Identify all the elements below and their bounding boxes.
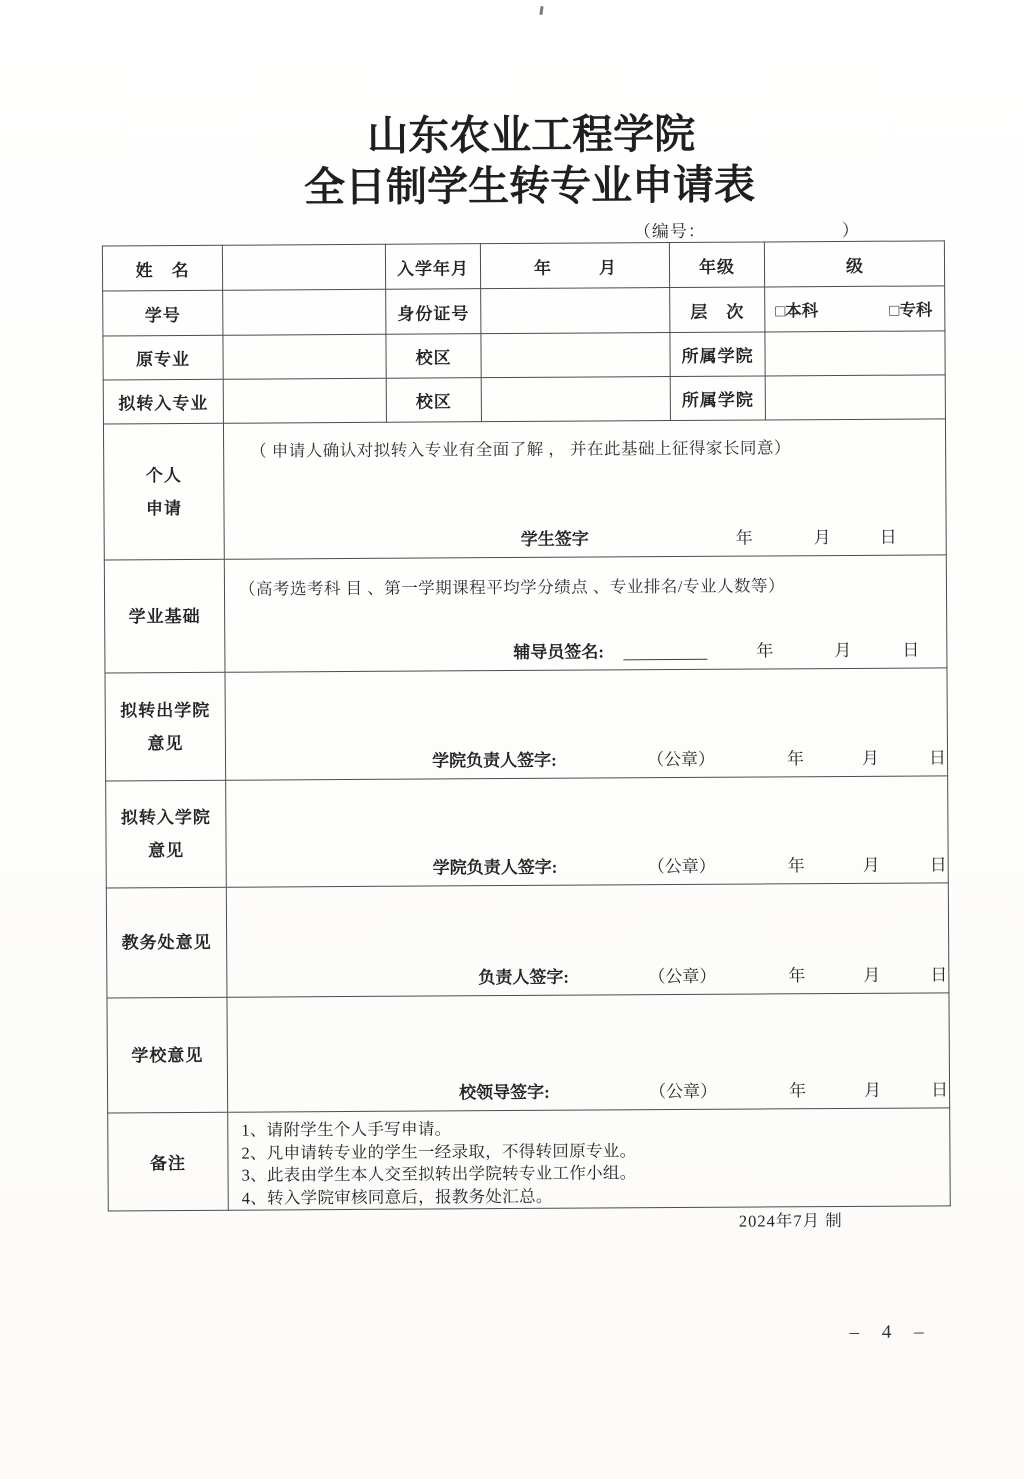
form-revision-date: 2024年7月 制 [738,1210,843,1231]
checkbox-college: □专科 [889,300,933,320]
year-label: 年 [788,966,806,986]
transfer-in-college-label [106,780,227,888]
row-original-major [103,331,945,380]
month-label: 月 [863,965,881,985]
row-school-opinion [107,993,950,1113]
target-major-label: 拟转入专业 [103,379,223,424]
student-signature-label: 学生签字 [520,529,589,549]
school-opinion-cell [227,993,950,1112]
year-label: 年 [756,641,774,661]
academic-basis-note: （高考选考科 目 、第一学期课程平均学分绩点 、专业排名/专业人数等） [238,576,785,599]
id-card-label: 身份证号 [386,289,481,335]
signature-underline [623,647,707,661]
student-id-value-cell [223,289,386,335]
label-line: 拟转出学院 [120,700,211,720]
orig-major-label: 原专业 [103,335,223,380]
checkbox-undergraduate: □本科 [775,301,819,321]
academic-basis-cell [224,555,947,672]
row-personal-application [103,419,946,560]
signature-line [226,829,947,878]
level-label: 层 次 [670,287,765,333]
head-signature-label: 负责人签字: [478,967,570,988]
college-value-cell-1 [765,331,945,376]
form-title-university: 山东农业工程学院 [367,110,696,159]
campus-value-cell-2 [481,377,670,422]
signature-line [225,611,946,662]
campus-value-cell-1 [481,333,670,378]
academic-affairs-cell [226,883,949,997]
transfer-out-college-cell [225,668,948,780]
month-label: 月 [862,855,880,875]
row-name [102,241,944,291]
label-line: 学校意见 [131,1045,204,1065]
college-label-2: 所属学院 [670,376,765,421]
campus-label-1: 校区 [386,334,481,379]
college-head-signature-label: 学院负责人签字: [431,750,557,771]
official-seal-label: （公章） [646,749,716,770]
enroll-month-label: 月 [598,257,617,277]
row-transfer-in-college-opinion [106,776,949,888]
remarks-label: 备注 [108,1112,229,1211]
enroll-date-label: 入学年月 [385,244,480,290]
counselor-signature-label: 辅导员签名: [513,642,605,662]
page-number: – 4 – [849,1321,928,1343]
day-label: 日 [929,855,947,875]
official-seal-label: （公章） [648,1081,718,1102]
name-label: 姓 名 [102,245,222,291]
remark-item: 1、请附学生个人手写申请。 [241,1119,452,1140]
college-value-cell-2 [765,375,945,420]
month-label: 月 [813,528,831,548]
year-label: 年 [787,856,805,876]
enroll-year-label: 年 [533,258,552,278]
school-opinion-label [107,997,228,1113]
label-line: 个人 [145,465,182,485]
remark-item: 4、转入学院审核同意后，报教务处汇总。 [241,1186,553,1208]
label-line: 意见 [147,733,184,753]
signature-line [226,722,947,771]
official-seal-label: （公章） [648,966,717,987]
row-academic-affairs-opinion [106,883,949,998]
form-title-main: 全日制学生转专业申请表 [303,161,756,211]
serial-blank [706,236,842,237]
remarks-list [228,1108,950,1209]
signature-line [227,938,948,988]
transfer-out-college-label [105,672,226,781]
enroll-date-placeholders [481,253,669,279]
transfer-in-college-cell [226,776,949,887]
serial-number-line [634,216,860,242]
day-label: 日 [930,1080,949,1100]
remark-item: 3、此表由学生本人交至拟转出学院转专业工作小组。 [241,1163,637,1185]
label-line: 申请 [145,498,183,518]
academic-affairs-label [106,887,227,998]
college-head-signature-label: 学院负责人签字: [432,857,558,878]
personal-application-label [103,423,224,560]
label-line: 教务处意见 [121,932,212,953]
day-label: 日 [879,527,897,547]
year-label: 年 [735,528,753,548]
serial-suffix: ） [841,220,860,240]
label-line: 学业基础 [128,606,201,626]
personal-application-note: （ 申请人确认对拟转入专业有全面了解 ， 并在此基础上征得家长同意） [250,438,792,461]
student-id-label: 学号 [103,290,223,336]
month-label: 月 [863,1080,882,1100]
campus-label-2: 校区 [386,378,481,423]
orig-major-value-cell [223,334,386,379]
level-options [765,296,944,321]
label-line: 意见 [148,841,185,861]
level-options-cell [765,286,945,332]
grade-label: 年级 [669,242,764,288]
remarks-cell [228,1108,951,1210]
id-card-value-cell [481,288,670,334]
month-label: 月 [834,640,852,661]
official-seal-label: （公章） [647,856,716,877]
enroll-date-cell [480,243,669,289]
school-leader-signature-label: 校领导签字: [459,1082,550,1103]
day-label: 日 [928,748,947,768]
college-label-1: 所属学院 [670,332,765,377]
row-target-major [103,375,945,424]
row-student-id [103,286,945,336]
year-label: 年 [788,1081,807,1101]
grade-unit-cell: 级 [764,241,944,287]
target-major-value-cell [223,378,386,423]
month-label: 月 [861,748,880,768]
name-value-cell [222,244,385,290]
academic-basis-label [104,559,225,673]
serial-prefix: （编号： [633,221,706,242]
day-label: 日 [930,965,948,985]
row-remarks [108,1108,951,1211]
remark-item: 2、凡申请转专业的学生一经录取，不得转回原专业。 [241,1140,637,1163]
signature-line [224,487,945,549]
day-label: 日 [902,640,920,660]
personal-application-cell [223,419,946,559]
signature-line [228,1050,949,1103]
label-line: 拟转入学院 [120,807,211,828]
row-academic-basis [104,555,947,673]
year-label: 年 [786,749,805,769]
application-form-table [102,240,951,1211]
row-transfer-out-college-opinion [105,668,948,781]
